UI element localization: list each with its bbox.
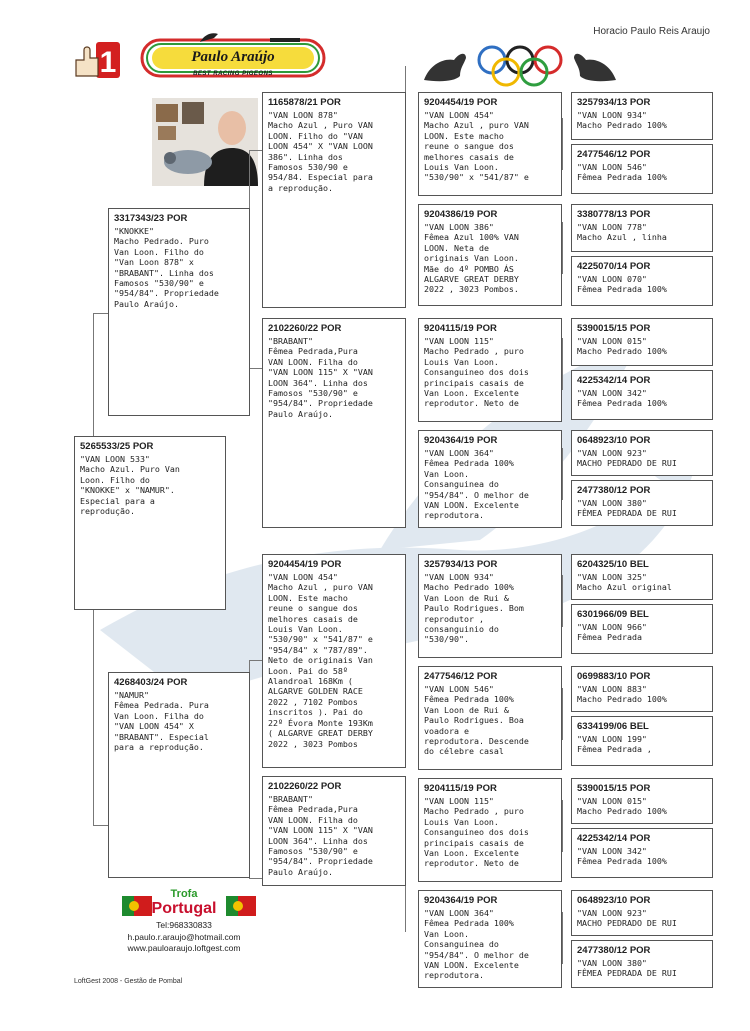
pedigree-g4-9 xyxy=(571,554,713,600)
pedigree-g4-2 xyxy=(571,144,713,194)
pedigree-g4-7 xyxy=(571,430,713,476)
pedigree-g3-8 xyxy=(418,890,562,988)
ring-number: 2102260/22 POR xyxy=(268,323,342,334)
connector xyxy=(562,912,563,964)
logo-name: Paulo Araújo xyxy=(191,49,275,65)
ring-number: 3257934/13 POR xyxy=(577,97,651,108)
pedigree-g4-12 xyxy=(571,716,713,766)
pigeon-description: "VAN LOON 923" MACHO PEDRADO DE RUI xyxy=(577,908,677,929)
ring-number: 3317343/23 POR xyxy=(114,213,188,224)
pigeon-description: "VAN LOON 546" Fêmea Pedrada 100% xyxy=(577,162,667,183)
ring-number: 3380778/13 POR xyxy=(577,209,651,220)
pigeon-description: "VAN LOON 342" Fêmea Pedrada 100% xyxy=(577,388,667,409)
ring-number: 4268403/24 POR xyxy=(114,677,188,688)
owner-name: Horacio Paulo Reis Araujo xyxy=(593,26,710,37)
pedigree-sire xyxy=(108,208,250,416)
ring-number: 5265533/25 POR xyxy=(80,441,154,452)
pedigree-subject xyxy=(74,436,226,610)
ring-number: 9204454/19 POR xyxy=(268,559,342,570)
ring-number: 9204115/19 POR xyxy=(424,783,497,794)
connector xyxy=(249,660,262,661)
ring-number: 3257934/13 POR xyxy=(424,559,498,570)
owner-photo xyxy=(152,98,258,186)
ring-number: 2477380/12 POR xyxy=(577,945,651,956)
pedigree-granddam-2 xyxy=(262,776,406,886)
pigeon-description: "VAN LOON 199" Fêmea Pedrada , xyxy=(577,734,652,755)
pedigree-dam xyxy=(108,672,250,878)
ring-number: 0699883/10 POR xyxy=(577,671,651,682)
connector xyxy=(562,800,563,852)
pigeon-description: "VAN LOON 015" Macho Pedrado 100% xyxy=(577,796,667,817)
pedigree-g4-14 xyxy=(571,828,713,878)
pigeon-description: "VAN LOON 546" Fêmea Pedrada 100% Van Loon de Rui & Paulo Rodrigues. Boa voadora e reprodutora. Descende do célebre casal xyxy=(424,684,529,757)
ring-number: 0648923/10 POR xyxy=(577,435,651,446)
pedigree-g4-11 xyxy=(571,666,713,712)
pedigree-g4-4 xyxy=(571,256,713,306)
email: h.paulo.r.araujo@hotmail.com xyxy=(127,932,241,942)
ring-number: 6204325/10 BEL xyxy=(577,559,649,570)
pedigree-g3-2 xyxy=(418,204,562,306)
number-one-badge-icon xyxy=(72,40,122,80)
connector xyxy=(562,575,563,627)
connector xyxy=(93,313,108,314)
ring-number: 5390015/15 POR xyxy=(577,783,651,794)
pigeon-description: "KNOKKE" Macho Pedrado. Puro Van Loon. Filho do "Van Loon 878" x "BRABANT". Linha dos Famosos "530/90" e "954/84". Propriedade Paulo Araújo. xyxy=(114,226,219,309)
website: www.pauloaraujo.loftgest.com xyxy=(127,943,241,953)
connector xyxy=(249,150,262,151)
ring-number: 9204454/19 POR xyxy=(424,97,498,108)
pedigree-g3-3 xyxy=(418,318,562,422)
pigeon-description: "VAN LOON 364" Fêmea Pedrada 100% Van Loon. Consanguinea do "954/84". O melhor de VAN LOON. Excelente reprodutora. xyxy=(424,448,529,521)
pedigree-g3-1 xyxy=(418,92,562,196)
pigeon-description: "VAN LOON 454" Macho Azul , puro VAN LOON. Este macho reune o sangue dos melhores casais de Louis Van Loon. "530/90" x "541/87" e xyxy=(424,110,529,183)
ring-number: 2102260/22 POR xyxy=(268,781,342,792)
pedigree-g4-10 xyxy=(571,604,713,654)
ring-number: 9204115/19 POR xyxy=(424,323,497,334)
pedigree-g4-15 xyxy=(571,890,713,936)
ring-number: 0648923/10 POR xyxy=(577,895,651,906)
pedigree-grandsire-2 xyxy=(262,554,406,768)
pigeon-description: "VAN LOON 325" Macho Azul original xyxy=(577,572,672,593)
ring-number: 6301966/09 BEL xyxy=(577,609,649,620)
connector xyxy=(562,688,563,740)
pigeon-description: "VAN LOON 380" FÊMEA PEDRADA DE RUI xyxy=(577,958,677,979)
ring-number: 5390015/15 POR xyxy=(577,323,651,334)
connector xyxy=(562,118,563,170)
connector xyxy=(562,448,563,500)
pedigree-g4-13 xyxy=(571,778,713,824)
pedigree-g4-16 xyxy=(571,940,713,988)
connector xyxy=(249,878,262,879)
portugal-label: Portugal xyxy=(151,900,217,917)
pedigree-g3-5 xyxy=(418,554,562,658)
pedigree-g4-1 xyxy=(571,92,713,140)
pedigree-g4-3 xyxy=(571,204,713,252)
pigeon-description: "VAN LOON 923" MACHO PEDRADO DE RUI xyxy=(577,448,677,469)
pedigree-g4-6 xyxy=(571,370,713,420)
pigeon-description: "VAN LOON 934" Macho Pedrado 100% xyxy=(577,110,667,131)
ring-number: 4225070/14 POR xyxy=(577,261,651,272)
pigeon-description: "VAN LOON 883" Macho Pedrado 100% xyxy=(577,684,667,705)
pedigree-g4-5 xyxy=(571,318,713,366)
ring-number: 9204386/19 POR xyxy=(424,209,498,220)
ring-number: 4225342/14 POR xyxy=(577,833,651,844)
pedigree-granddam-1 xyxy=(262,318,406,528)
ring-number: 2477546/12 POR xyxy=(577,149,651,160)
phone: Tel:968330833 xyxy=(156,920,212,930)
pigeon-description: "VAN LOON 070" Fêmea Pedrada 100% xyxy=(577,274,667,295)
connector xyxy=(562,338,563,390)
ring-number: 9204364/19 POR xyxy=(424,895,498,906)
pedigree-g4-8 xyxy=(571,480,713,526)
pigeon-description: "BRABANT" Fêmea Pedrada,Pura VAN LOON. Filha do "VAN LOON 115" X "VAN LOON 364". Linha dos Famosos "530/90" e "954/84". Propriedade Paulo Araújo. xyxy=(268,794,373,877)
pedigree-grandsire-1 xyxy=(262,92,406,308)
pedigree-g3-7 xyxy=(418,778,562,882)
connector xyxy=(93,825,108,826)
ring-number: 6334199/06 BEL xyxy=(577,721,649,732)
pedigree-g3-6 xyxy=(418,666,562,770)
pigeon-description: "VAN LOON 934" Macho Pedrado 100% Van Loon de Rui & Paulo Rodrigues. Bom reprodutor , consanguinio do "530/90". xyxy=(424,572,524,645)
pigeon-description: "VAN LOON 115" Macho Pedrado , puro Louis Van Loon. Consanguineo dos dois principais casais de Van Loon. Excelente reprodutor. Neto de xyxy=(424,336,529,409)
contact-block xyxy=(110,886,258,956)
pigeon-description: "VAN LOON 966" Fêmea Pedrada xyxy=(577,622,647,643)
badge-number: 1 xyxy=(99,46,117,79)
olympic-pigeons-logo xyxy=(420,38,620,88)
pedigree-g3-4 xyxy=(418,430,562,528)
ring-number: 9204364/19 POR xyxy=(424,435,498,446)
trofa-label: Trofa xyxy=(170,888,198,900)
ring-number: 1165878/21 POR xyxy=(268,97,341,108)
pigeon-description: "VAN LOON 380" FÊMEA PEDRADA DE RUI xyxy=(577,498,677,519)
pigeon-description: "VAN LOON 533" Macho Azul. Puro Van Loon. Filho do "KNOKKE" x "NAMUR". Especial para a reprodução. xyxy=(80,454,180,517)
pigeon-description: "VAN LOON 878" Macho Azul , Puro VAN LOON. Filho do "VAN LOON 454" X "VAN LOON 386". Linha dos Famosos 530/90 e 954/84. Especial para a reprodução. xyxy=(268,110,373,193)
pigeon-description: "VAN LOON 115" Macho Pedrado , puro Louis Van Loon. Consanguineo dos dois principais casais de Van Loon. Excelente reprodutor. Neto de xyxy=(424,796,529,869)
footer: LoftGest 2008 - Gestão de Pombal xyxy=(74,978,183,985)
logo-tagline: BEST RACING PIGEONS xyxy=(193,71,273,77)
ring-number: 2477546/12 POR xyxy=(424,671,498,682)
connector xyxy=(562,222,563,274)
pigeon-description: "VAN LOON 364" Fêmea Pedrada 100% Van Loon. Consanguinea do "954/84". O melhor de VAN LOON. Excelente reprodutora. xyxy=(424,908,529,981)
connector xyxy=(249,368,262,369)
pigeon-description: "VAN LOON 015" Macho Pedrado 100% xyxy=(577,336,667,357)
pigeon-description: "NAMUR" Fêmea Pedrada. Pura Van Loon. Filha do "VAN LOON 454" X "BRABANT". Especial para a reprodução. xyxy=(114,690,209,753)
brand-logo xyxy=(140,30,326,82)
ring-number: 2477380/12 POR xyxy=(577,485,651,496)
pigeon-description: "VAN LOON 454" Macho Azul , puro VAN LOON. Este macho reune o sangue dos melhores casais de Louis Van Loon. "530/90" x "541/87" e "954/84" x "787/89". Neto de originais Van Loon. Pai do 58º Alandroal 168Km ( ALGARVE GOLDEN RACE 2022 , 7102 Pombos inscritos ). Pai do 22º Évora Monte 193Km ( ALGARVE GREAT DERBY 2022 , 3023 Pombos xyxy=(268,572,373,749)
ring-number: 4225342/14 POR xyxy=(577,375,651,386)
pigeon-description: "VAN LOON 386" Fêmea Azul 100% VAN LOON. Neta de originais Van Loon. Mãe do 4º POMBO ÁS ALGARVE GREAT DERBY 2022 , 3023 Pombos. xyxy=(424,222,519,295)
pigeon-description: "VAN LOON 342" Fêmea Pedrada 100% xyxy=(577,846,667,867)
pigeon-description: "BRABANT" Fêmea Pedrada,Pura VAN LOON. Filha do "VAN LOON 115" X "VAN LOON 364". Linha dos Famosos "530/90" e "954/84". Propriedade Paulo Araújo. xyxy=(268,336,373,419)
pigeon-description: "VAN LOON 778" Macho Azul , linha xyxy=(577,222,667,243)
